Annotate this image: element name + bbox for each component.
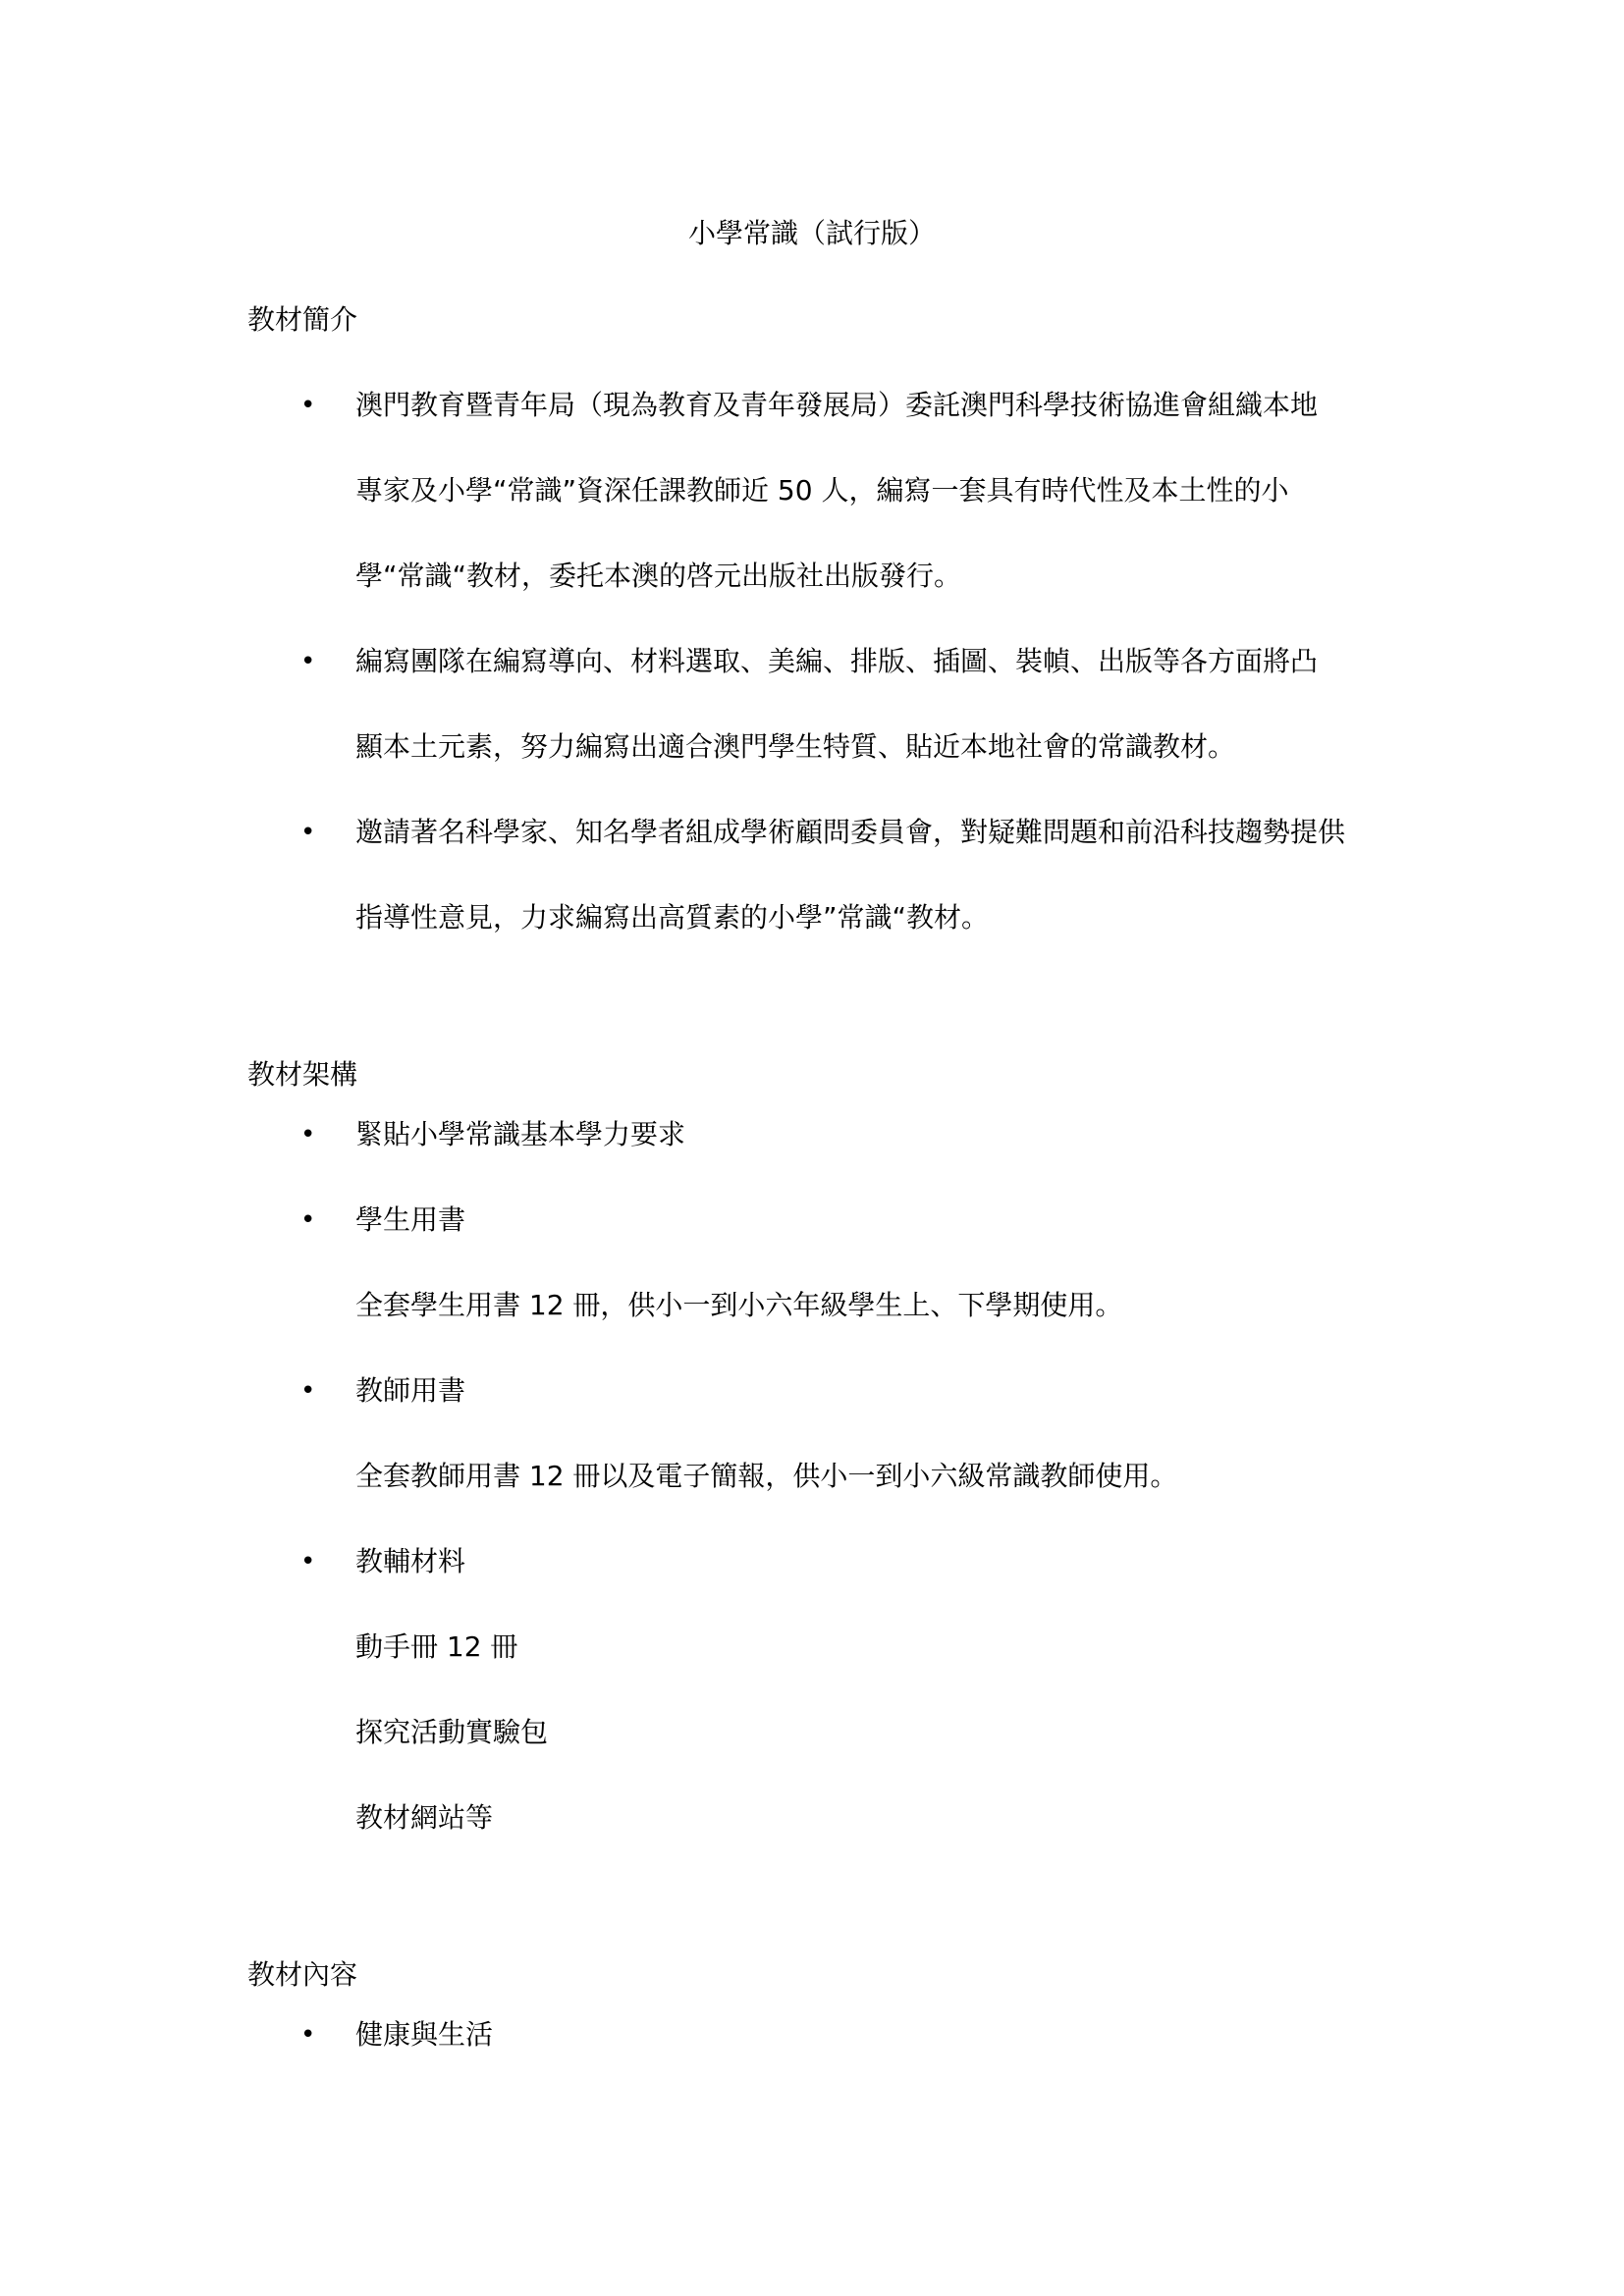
bullet-icon: • bbox=[300, 1120, 316, 1149]
structure-item-3-detail: 全套教師用書 12 冊以及電子簡報，供小一到小六級常識教師使用。 bbox=[355, 1460, 1178, 1492]
structure-item-2-detail: 全套學生用書 12 冊，供小一到小六年級學生上、下學期使用。 bbox=[355, 1289, 1123, 1321]
intro-item-1-line-1: 澳門教育暨青年局（現為教育及青年發展局）委託澳門科學技術協進會組織本地 bbox=[355, 389, 1319, 421]
bullet-icon: • bbox=[300, 647, 316, 676]
bullet-icon: • bbox=[300, 391, 316, 420]
intro-item-1-line-3: 學“常識“教材，委托本澳的啓元出版社出版發行。 bbox=[355, 560, 962, 592]
structure-item-2: 學生用書 bbox=[355, 1203, 466, 1236]
bullet-icon: • bbox=[300, 818, 316, 847]
structure-item-4-detail-1: 動手冊 12 冊 bbox=[355, 1630, 518, 1663]
section-heading-intro: 教材簡介 bbox=[247, 303, 358, 336]
intro-item-2-line-1: 編寫團隊在編寫導向、材料選取、美編、排版、插圖、裝幀、出版等各方面將凸 bbox=[355, 645, 1319, 677]
structure-item-4: 教輔材料 bbox=[355, 1545, 466, 1577]
intro-item-3-line-2: 指導性意見，力求編寫出高質素的小學”常識“教材。 bbox=[355, 901, 990, 934]
structure-item-4-detail-2: 探究活動實驗包 bbox=[355, 1716, 549, 1748]
intro-item-3-line-1: 邀請著名科學家、知名學者組成學術顧問委員會，對疑難問題和前沿科技趨勢提供 bbox=[355, 816, 1346, 848]
bullet-icon: • bbox=[300, 1205, 316, 1235]
section-heading-content: 教材內容 bbox=[247, 1958, 358, 1991]
document-title: 小學常識（試行版） bbox=[687, 217, 936, 249]
structure-item-1: 緊貼小學常識基本學力要求 bbox=[355, 1118, 686, 1150]
structure-item-3: 教師用書 bbox=[355, 1374, 466, 1407]
structure-item-4-detail-3: 教材網站等 bbox=[355, 1801, 494, 1834]
content-item-1: 健康與生活 bbox=[355, 2018, 494, 2051]
section-heading-structure: 教材架構 bbox=[247, 1058, 358, 1091]
bullet-icon: • bbox=[300, 2020, 316, 2050]
intro-item-2-line-2: 顯本土元素，努力編寫出適合澳門學生特質、貼近本地社會的常識教材。 bbox=[355, 730, 1236, 763]
bullet-icon: • bbox=[300, 1376, 316, 1406]
intro-item-1-line-2: 專家及小學“常識”資深任課教師近 50 人，編寫一套具有時代性及本土性的小 bbox=[355, 474, 1289, 507]
bullet-icon: • bbox=[300, 1547, 316, 1576]
